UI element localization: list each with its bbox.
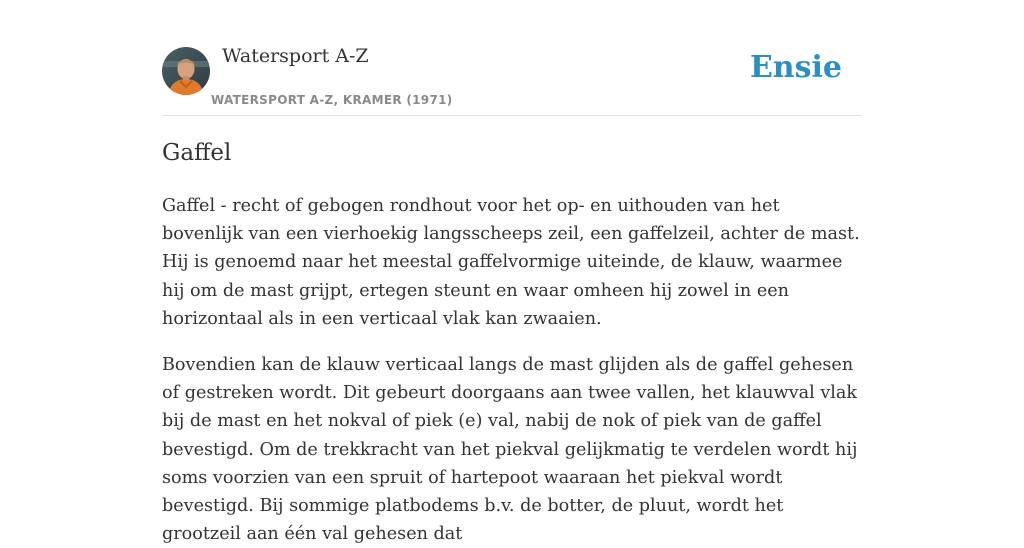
author-avatar[interactable]: [162, 47, 210, 95]
author-photo-icon: [162, 47, 210, 95]
entry-paragraph-2: Bovendien kan de klauw verticaal langs de mast glijden als de gaffel gehesen of gestreken wordt. Dit gebeurt doorgaans aan twee vallen, het klauwval vlak bij de mast en het nokval of piek (e) val, nabij de nok of piek van de gaffel bevestigd. Om de trekkracht van het piekval gelijkmatig te verdelen wordt hij soms voorzien van een spruit of hartepoot waaraan het piekval wordt bevestigd. Bij sommige platbodems b.v. de botter, de pluut, wordt het grootzeil aan één val gehesen dat: [162, 355, 858, 545]
author-name[interactable]: Watersport A-Z: [222, 45, 369, 67]
header-divider: [162, 115, 862, 116]
source-label: WATERSPORT A-Z, KRAMER (1971): [211, 93, 453, 107]
ensie-logo[interactable]: Ensie: [749, 50, 842, 85]
entry-title: Gaffel: [162, 140, 232, 166]
entry-paragraph-1: Gaffel - recht of gebogen rondhout voor het op- en uithouden van het bovenlijk van een vierhoekig langsscheeps zeil, een gaffelzeil, achter de mast. Hij is genoemd naar het meestal gaffelvormige uiteinde, de klauw, waarmee hij om de mast grijpt, ertegen steunt en waar omheen hij zowel in een horizontaal als in een verticaal vlak kan zwaaien.: [162, 196, 860, 329]
article-page: [162, 0, 862, 545]
